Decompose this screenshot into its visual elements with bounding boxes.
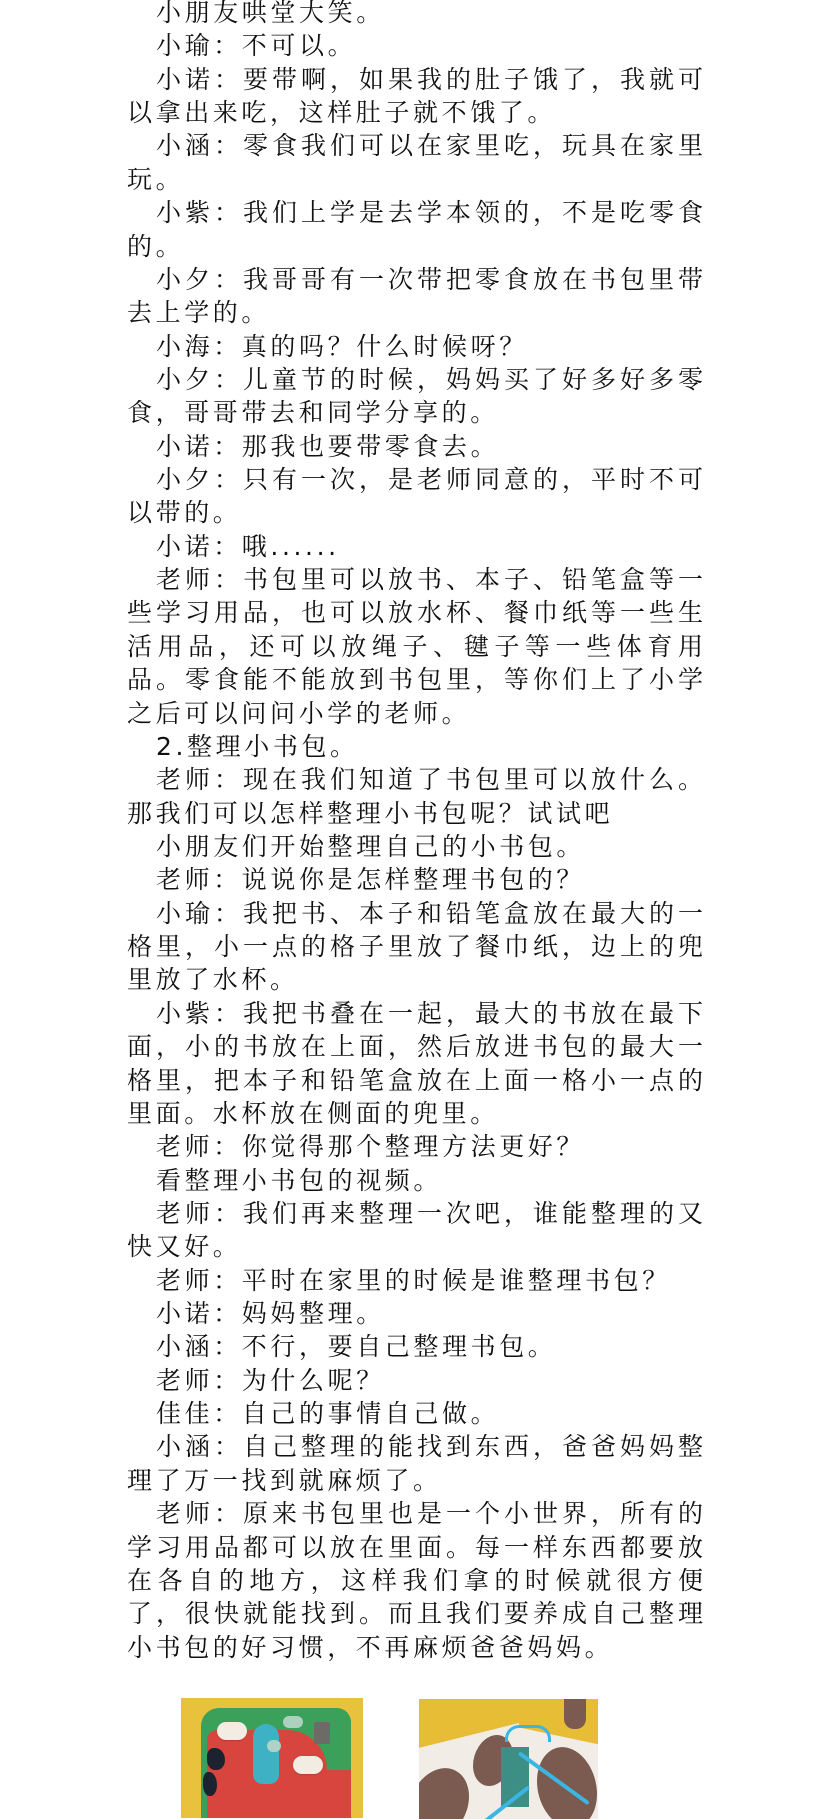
text-line: 里放了水杯。 bbox=[127, 965, 299, 995]
text-line: 小涵：不行，要自己整理书包。 bbox=[156, 1332, 557, 1362]
text-line: 小夕：儿童节的时候，妈妈买了好多好多零 bbox=[156, 364, 703, 394]
text-line: 小瑜：我把书、本子和铅笔盒放在最大的一 bbox=[156, 898, 703, 928]
cloud-patch bbox=[293, 1756, 323, 1774]
text-line: 理了万一找到就麻烦了。 bbox=[127, 1465, 442, 1495]
text-line: 之后可以问问小学的老师。 bbox=[127, 698, 471, 728]
text-line: 老师：现在我们知道了书包里可以放什么。 bbox=[156, 765, 703, 795]
text-line: 学习用品都可以放在里面。每一样东西都要放 bbox=[127, 1532, 703, 1562]
article-body bbox=[127, 0, 703, 1664]
zipper-loop bbox=[505, 1725, 551, 1742]
brand-tag bbox=[314, 1722, 330, 1744]
text-line: 小夕：只有一次，是老师同意的，平时不可 bbox=[156, 465, 703, 495]
text-line: 小夕：我哥哥有一次带把零食放在书包里带 bbox=[156, 264, 703, 294]
text-line: 老师：说说你是怎样整理书包的？ bbox=[156, 865, 586, 895]
photo-row bbox=[0, 1698, 828, 1792]
text-line: 小诺：要带啊，如果我的肚子饿了，我就可 bbox=[156, 64, 703, 94]
text-line: 在各自的地方，这样我们拿的时候就很方便 bbox=[127, 1565, 703, 1595]
text-line: 老师：原来书包里也是一个小世界，所有的 bbox=[156, 1499, 703, 1529]
text-line: 小涵：零食我们可以在家里吃，玩具在家里 bbox=[156, 131, 703, 161]
text-line: 快又好。 bbox=[127, 1232, 242, 1262]
text-line: 看整理小书包的视频。 bbox=[156, 1165, 443, 1195]
dinosaur-patch bbox=[253, 1724, 279, 1784]
text-line: 老师：书包里可以放书、本子、铅笔盒等一 bbox=[156, 565, 703, 595]
text-line: 小书包的好习惯，不再麻烦爸爸妈妈。 bbox=[127, 1632, 614, 1662]
text-line: 老师：我们再来整理一次吧，谁能整理的又 bbox=[156, 1198, 703, 1228]
text-line: 老师：平时在家里的时候是谁整理书包？ bbox=[156, 1265, 671, 1295]
text-line: 的。 bbox=[127, 231, 185, 261]
text-line: 面，小的书放在上面，然后放进书包的最大一 bbox=[127, 1032, 703, 1062]
text-line: 小朋友哄堂大笑。 bbox=[156, 0, 385, 27]
text-line: 老师：你觉得那个整理方法更好？ bbox=[156, 1132, 586, 1162]
cloud-patch bbox=[217, 1722, 247, 1740]
pencil-pouch-photo bbox=[419, 1699, 598, 1819]
text-line: 老师：为什么呢？ bbox=[156, 1365, 385, 1395]
text-line: 小朋友们开始整理自己的小书包。 bbox=[156, 831, 586, 861]
backpack-photo bbox=[181, 1698, 363, 1818]
text-line: 小涵：自己整理的能找到东西，爸爸妈妈整 bbox=[156, 1432, 703, 1462]
text-line: 食，哥哥带去和同学分享的。 bbox=[127, 398, 499, 428]
text-line: 里面。水杯放在侧面的兜里。 bbox=[127, 1098, 499, 1128]
text-line: 那我们可以怎样整理小书包呢？试试吧 bbox=[127, 798, 614, 828]
text-line: 2.整理小书包。 bbox=[156, 731, 359, 761]
text-line: 小海：真的吗？什么时候呀？ bbox=[156, 331, 528, 361]
text-line: 玩。 bbox=[127, 164, 185, 194]
text-line: 佳佳：自己的事情自己做。 bbox=[156, 1399, 500, 1429]
text-line: 小瑜：不可以。 bbox=[156, 31, 357, 61]
text-line: 以拿出来吃，这样肚子就不饿了。 bbox=[127, 98, 557, 128]
text-line: 活用品，还可以放绳子、毽子等一些体育用 bbox=[127, 631, 703, 661]
text-line: 格里，小一点的格子里放了餐巾纸，边上的兜 bbox=[127, 932, 703, 962]
text-line: 小诺：妈妈整理。 bbox=[156, 1299, 385, 1329]
text-line: 小紫：我把书叠在一起，最大的书放在最下 bbox=[156, 998, 703, 1028]
text-line: 格里，把本子和铅笔盒放在上面一格小一点的 bbox=[127, 1065, 703, 1095]
text-line: 以带的。 bbox=[127, 498, 242, 528]
text-line: 小诺：哦...... bbox=[156, 531, 340, 561]
text-line: 小诺：那我也要带零食去。 bbox=[156, 431, 500, 461]
text-line: 了，很快就能找到。而且我们要养成自己整理 bbox=[127, 1599, 703, 1629]
text-line: 品。零食能不能放到书包里，等你们上了小学 bbox=[127, 665, 703, 695]
text-line: 些学习用品，也可以放水杯、餐巾纸等一些生 bbox=[127, 598, 703, 628]
text-line: 小紫：我们上学是去学本领的，不是吃零食 bbox=[156, 198, 703, 228]
backpack-body bbox=[201, 1708, 351, 1818]
text-line: 去上学的。 bbox=[127, 298, 271, 328]
